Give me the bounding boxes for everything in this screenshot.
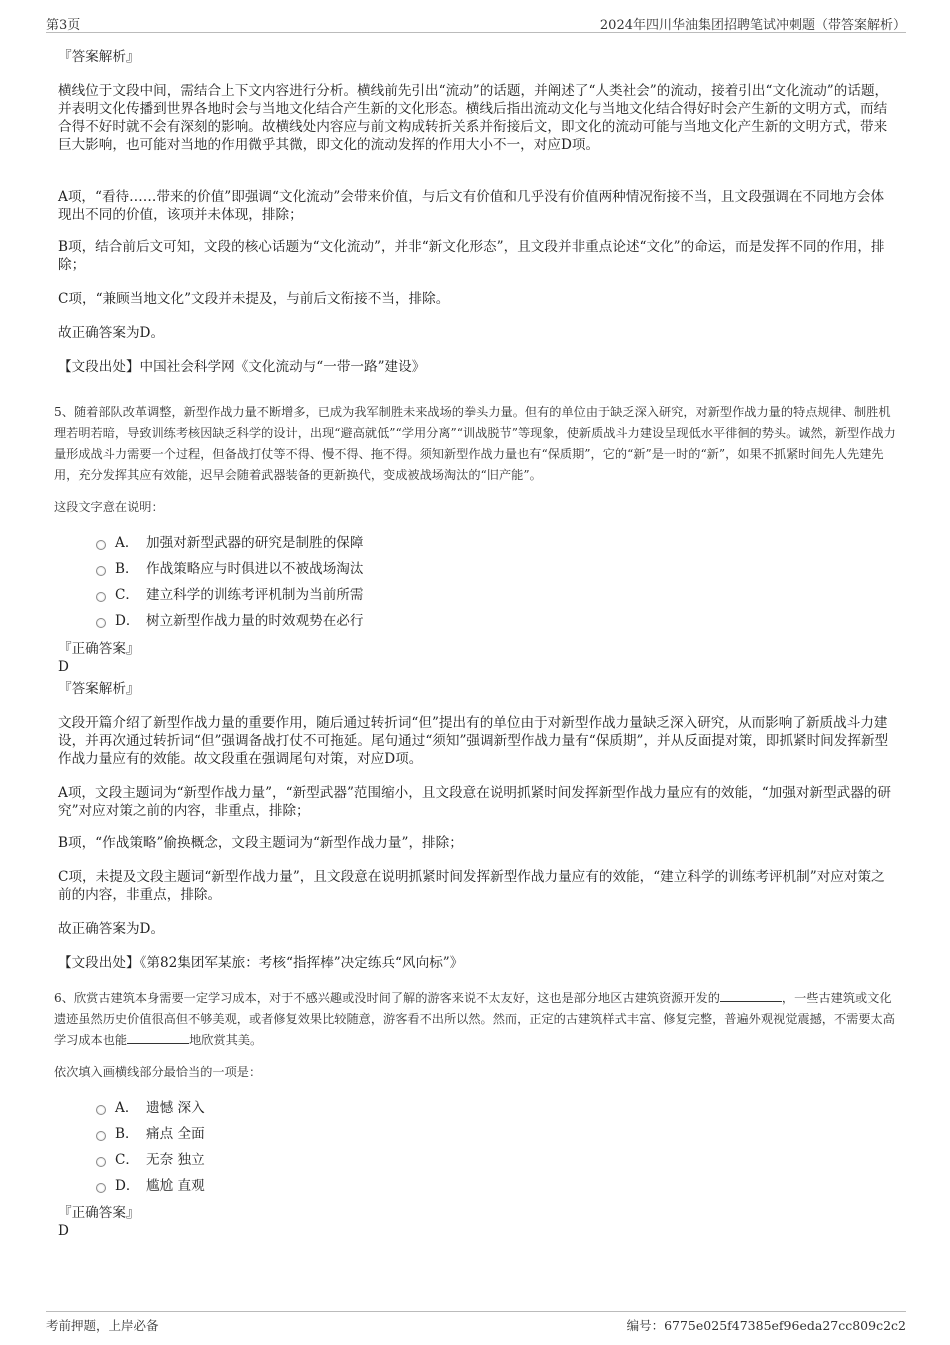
option-key: D．: [115, 613, 140, 629]
option-text: 加强对新型武器的研究是制胜的保障: [146, 535, 364, 551]
q4-conclusion: 故正确答案为D。: [58, 325, 165, 341]
option-text: 建立科学的训练考评机制为当前所需: [146, 587, 364, 603]
option-text: 尴尬 直观: [146, 1178, 205, 1194]
q6-stem-part3: 地欣赏其美。: [189, 1033, 263, 1047]
radio-icon[interactable]: [96, 618, 106, 628]
q5-option-a[interactable]: [96, 534, 364, 552]
option-text: 作战策略应与时俱进以不被战场淘汰: [146, 561, 364, 577]
option-text: 遗憾 深入: [146, 1100, 205, 1116]
q4-analysis-option-c: C项，“兼顾当地文化”文段并未提及，与前后文衔接不当，排除。: [58, 291, 450, 307]
radio-icon[interactable]: [96, 1157, 106, 1167]
radio-icon[interactable]: [96, 1183, 106, 1193]
document-id: 编号：6775e025f47385ef96eda27cc809c2c2: [626, 1318, 906, 1333]
option-key: C．: [115, 1152, 139, 1168]
q5-analysis-option-a: A项，文段主题词为“新型作战力量”，“新型武器”范围缩小，且文段意在说明抓紧时间发挥新型作战力量应有的效能，“加强对新型武器的研究”对应对策之前的内容，非重点，排除；: [58, 785, 891, 819]
q6-option-d[interactable]: [96, 1177, 205, 1195]
page-footer: [46, 1311, 906, 1336]
page-header: [46, 10, 906, 33]
radio-icon[interactable]: [96, 1131, 106, 1141]
q4-analysis-option-b: B项，结合前后文可知，文段的核心话题为“文化流动”，并非“新文化形态”，且文段并非重点论述“文化”的命运，而是发挥不同的作用，排除；: [58, 239, 885, 273]
q5-answer-label: 『正确答案』: [58, 641, 140, 657]
q4-source: 【文段出处】中国社会科学网《文化流动与“一带一路”建设》: [58, 359, 426, 375]
q5-analysis-option-b: B项，“作战策略”偷换概念，文段主题词为“新型作战力量”，排除；: [58, 835, 463, 851]
footer-slogan: 考前押题，上岸必备: [46, 1318, 159, 1333]
option-key: C．: [115, 587, 139, 603]
q6-prompt: 依次填入画横线部分最恰当的一项是：: [54, 1065, 262, 1079]
q4-analysis-paragraph: 横线位于文段中间，需结合上下文内容进行分析。横线前先引出“流动”的话题，并阐述了“人类社会”的流动，接着引出“文化流动”的话题，并表明文化传播到世界各地时会与当地文化结合产生新的文化形态。横线后指出流动文化与当地文化结合得好时会产生新的文明方式，而结合得不好时就不会有深刻的影响。故横线处内容应与前文构成转折关系并衔接后文，即文化的流动可能与当地文化产生新的文明方式，带来巨大影响，也可能对当地的作用微乎其微，即文化的流动发挥的作用大小不一，对应D项。: [58, 83, 889, 153]
radio-icon[interactable]: [96, 540, 106, 550]
fill-blank-1: [720, 989, 782, 1002]
q6-answer-label: 『正确答案』: [58, 1205, 140, 1221]
q5-option-b[interactable]: [96, 560, 364, 578]
option-key: B．: [115, 561, 139, 577]
q6-stem-part2: ，一些古建筑或文化遗迹虽然历史价值很高但不够美观，或者修复效果比较随意，游客看不出所以然。然而，正定的古建筑样式丰富、修复完整，普遍外观视觉震撼，不需要太高学习成本也能: [54, 991, 895, 1047]
q6-stem-part1: 6、欣赏古建筑本身需要一定学习成本，对于不感兴趣或没时间了解的游客来说不太友好，这也是部分地区古建筑资源开发的: [54, 991, 720, 1005]
q6-answer: D: [58, 1223, 69, 1239]
radio-icon[interactable]: [96, 566, 106, 576]
q5-answer: D: [58, 659, 69, 675]
option-key: B．: [115, 1126, 139, 1142]
q5-option-d[interactable]: [96, 612, 364, 630]
option-text: 无奈 独立: [146, 1152, 205, 1168]
q6-option-c[interactable]: [96, 1151, 205, 1169]
q6-stem: [54, 988, 896, 1051]
q4-analysis-option-a: A项，“看待……带来的价值”即强调“文化流动”会带来价值，与后文有价值和几乎没有价值两种情况衔接不当，且文段强调在不同地方会体现出不同的价值，该项并未体现，排除；: [58, 189, 885, 223]
option-key: A．: [115, 535, 139, 551]
q6-option-a[interactable]: [96, 1099, 205, 1117]
option-text: 树立新型作战力量的时效观势在必行: [146, 613, 364, 629]
option-text: 痛点 全面: [146, 1126, 205, 1142]
q5-analysis-option-c: C项，未提及文段主题词“新型作战力量”，且文段意在说明抓紧时间发挥新型作战力量应有的效能，“建立科学的训练考评机制”对应对策之前的内容，非重点，排除。: [58, 869, 885, 903]
q6-option-b[interactable]: [96, 1125, 205, 1143]
fill-blank-2: [127, 1031, 189, 1044]
q5-source: 【文段出处】《第82集团军某旅：考核“指挥棒”决定练兵“风向标”》: [58, 955, 464, 971]
radio-icon[interactable]: [96, 1105, 106, 1115]
q5-stem: 5、随着部队改革调整，新型作战力量不断增多，已成为我军制胜未来战场的拳头力量。但有的单位由于缺乏深入研究，对新型作战力量的特点规律、制胜机理若明若暗，导致训练考核因缺乏科学的设计，出现“避高就低”“学用分离”“训战脱节”等现象，使新质战斗力建设呈现低水平徘徊的势头。诚然，新型作战力量形成战斗力需要一个过程，但备战打仗等不得、慢不得、拖不得。须知新型作战力量也有“保质期”，它的“新”是一时的“新”，如果不抓紧时间先人先建先用，充分发挥其应有效能，迟早会随着武器装备的更新换代，变成被战场淘汰的“旧产能”。: [54, 405, 896, 482]
q5-conclusion: 故正确答案为D。: [58, 921, 165, 937]
q5-analysis-label: 『答案解析』: [58, 681, 140, 697]
option-key: A．: [115, 1100, 139, 1116]
option-key: D．: [115, 1178, 140, 1194]
q4-analysis-label: 『答案解析』: [58, 49, 140, 65]
document-title: 2024年四川华油集团招聘笔试冲刺题（带答案解析）: [599, 18, 906, 33]
radio-icon[interactable]: [96, 592, 106, 602]
q5-option-c[interactable]: [96, 586, 364, 604]
q5-prompt: 这段文字意在说明：: [54, 500, 164, 514]
page-number: 第3页: [46, 18, 81, 33]
q5-analysis-paragraph: 文段开篇介绍了新型作战力量的重要作用，随后通过转折词“但”提出有的单位由于对新型作战力量缺乏深入研究，从而影响了新质战斗力建设，并再次通过转折词“但”强调备战打仗不可拖延。尾句通过“须知”强调新型作战力量有“保质期”，并从反面提对策，即抓紧时间发挥新型作战力量应有的效能。故文段重在强调尾句对策，对应D项。: [58, 715, 889, 767]
